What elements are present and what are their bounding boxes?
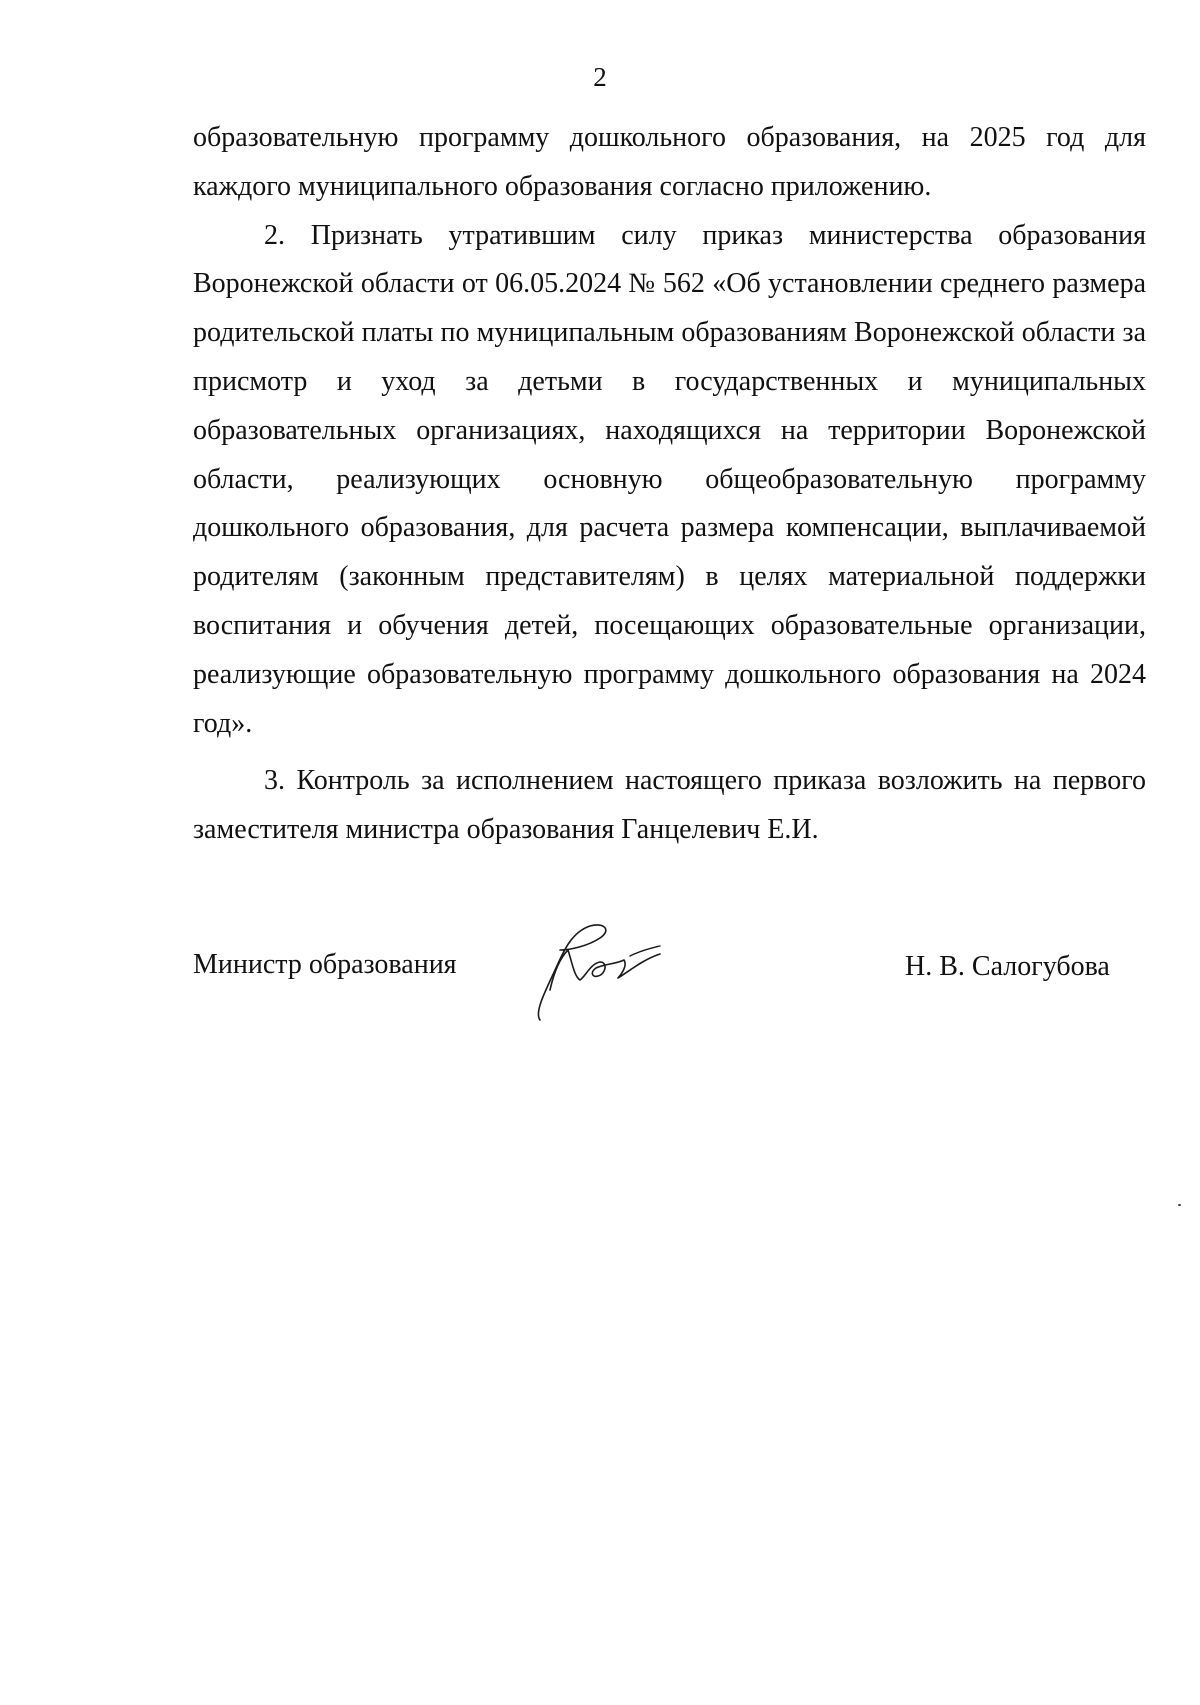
signature-block bbox=[0, 920, 1200, 1030]
paragraph-item-2: 2. Признать утратившим силу приказ министерства образования Воронежской области от 06.05.2024 № 562 «Об установлении среднего размера родительской платы по муниципальным образованиям Воронежской области за присмотр и уход за детьми в государственных и муниципальных образовательных организациях, находящихся на территории Воронежской области, реализующих основную общеобразовательную программу дошкольного образования, для расчета размера компенсации, выплачиваемой родителям (законным представителям) в целях материальной поддержки воспитания и обучения детей, посещающих образовательные организации, реализующие образовательную программу дошкольного образования на 2024 год». bbox=[193, 219, 1146, 739]
paragraph-item-3: 3. Контроль за исполнением настоящего приказа возложить на первого заместителя министра образования Ганцелевич Е.И. bbox=[193, 765, 1146, 846]
signatory-position: Министр образования bbox=[193, 949, 457, 980]
signatory-name: Н. В. Салогубова bbox=[905, 951, 1110, 982]
handwritten-signature-icon bbox=[520, 920, 670, 1030]
paragraph-continuation: образовательную программу дошкольного образования, на 2025 год для каждого муниципального образования согласно приложению. bbox=[193, 122, 1146, 202]
document-body bbox=[193, 114, 1146, 855]
scan-speck bbox=[1178, 1204, 1181, 1206]
page-number: 2 bbox=[593, 62, 607, 92]
